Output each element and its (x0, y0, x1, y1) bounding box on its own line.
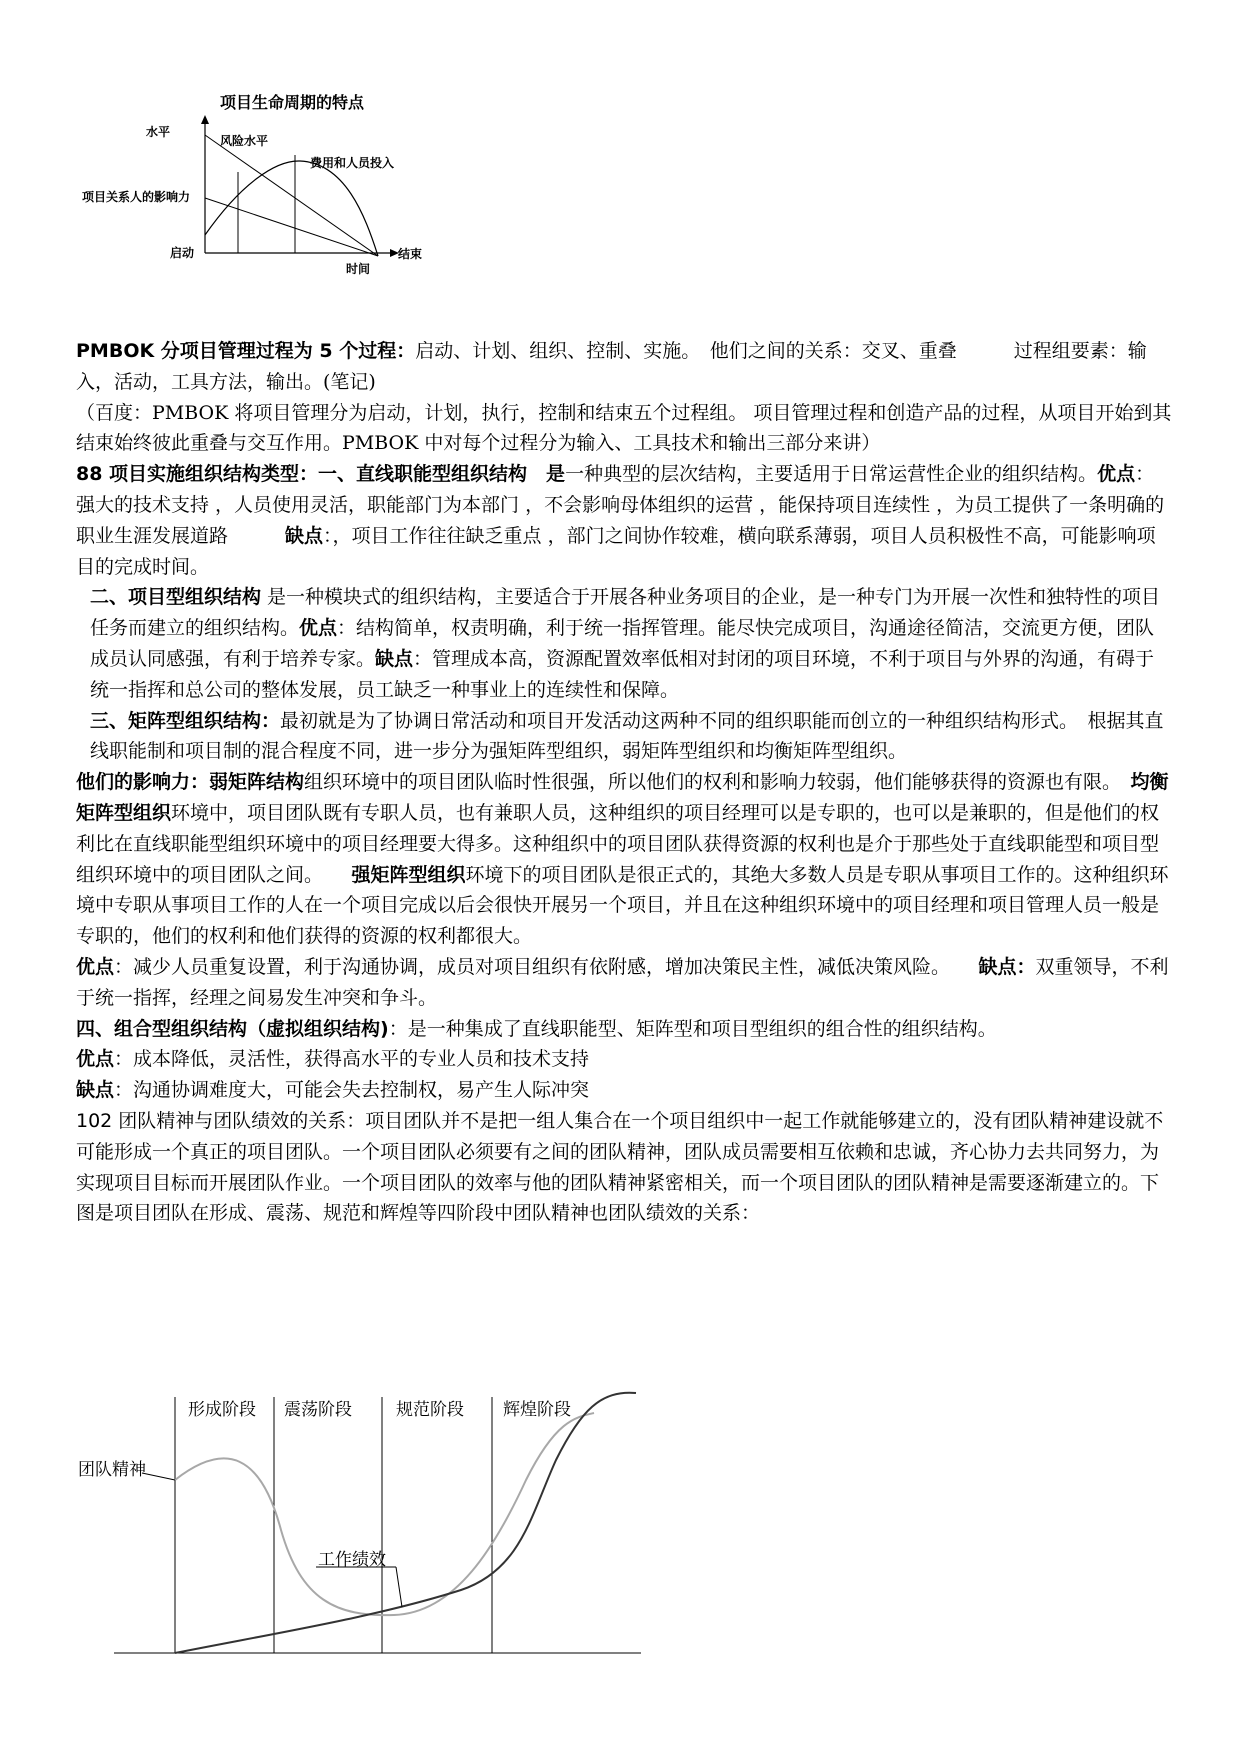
stakeholder-influence-label: 项目关系人的影响力 (82, 190, 191, 204)
heading-projectized: 二、项目型组织结构 (90, 586, 262, 609)
text-composite-pros: ：成本降低，灵活性，获得高水平的专业人员和技术支持 (114, 1048, 590, 1071)
start-label: 启动 (170, 246, 195, 260)
text-functional-cons: ：，项目工作往往缺乏重点 ，部门之间协作较难，横向联系薄弱，项目人员积极性不高，可能影响项目的完成时间。 (76, 524, 1156, 578)
document-body (76, 336, 1172, 1229)
label-cons: 缺点 (285, 524, 324, 547)
stage-label-performing: 辉煌阶段 (503, 1400, 571, 1420)
paragraph-team-spirit (76, 1106, 1172, 1229)
cost-staffing-label: 费用和人员投入 (310, 156, 395, 170)
text-projectized-cons: ：管理成本高，资源配置效率低相对封闭的项目环境，不利于项目与外界的沟通，有碍于统一指挥和总公司的整体发展，员工缺乏一种事业上的连续性和保障。 (90, 647, 1155, 701)
lifecycle-figure (80, 80, 500, 325)
text-projectized: 是一种模块式的组织结构，主要适合于开展各种业务项目的企业，是一种专门为开展一次性和独特性的项目任务而建立的组织结构。 (90, 586, 1161, 640)
paragraph-baidu (76, 398, 1172, 460)
label-pros: 优点 (76, 1048, 115, 1071)
y-axis-label: 水平 (146, 125, 171, 139)
heading-strong-matrix: 强矩阵型组织 (351, 863, 466, 886)
team-stages-figure (76, 1385, 676, 1685)
paragraph-composite-pros (76, 1044, 1172, 1075)
text-composite: ：是一种集成了直线职能型、矩阵型和项目型组织的组合性的组织结构。 (388, 1017, 997, 1040)
paragraph-matrix-pros-cons (76, 952, 1172, 1014)
stage-label-forming: 形成阶段 (188, 1400, 256, 1420)
paragraph-composite (76, 1014, 1172, 1045)
text-baidu: （百度：PMBOK 将项目管理分为启动，计划，执行，控制和结束五个过程组。 项目管理过程和创造产品的过程，从项目开始到其结束始终彼此重叠与交互作用。PMBOK 中对每个过程分为输入、工具技术和输出三部分来讲） (76, 401, 1172, 455)
heading-balanced-matrix: 均衡矩阵型组织 (76, 771, 1169, 824)
end-label: 结束 (398, 247, 423, 261)
label-pros: 优点 (299, 617, 338, 640)
paragraph-functional (76, 459, 1172, 582)
label-cons: 缺点 (375, 647, 414, 670)
text-matrix-cons: 双重领导，不利于统一指挥，经理之间易发生冲突和争斗。 (76, 955, 1169, 1009)
paragraph-projectized (76, 582, 1172, 705)
work-performance-label: 工作绩效 (318, 1550, 386, 1570)
heading-matrix: 三、矩阵型组织结构： (90, 709, 281, 732)
stage-label-storming: 震荡阶段 (284, 1400, 352, 1420)
lifecycle-figure-title: 项目生命周期的特点 (220, 93, 365, 112)
text-functional-pros: ：强大的技术支持 ，人员使用灵活，职能部门为本部门 ，不会影响母体组织的运营 ，能保持项目连续性 ，为员工提供了一条明确的职业生涯发展道路 (76, 463, 1165, 547)
team-spirit-pointer (142, 1473, 175, 1480)
work-performance-pointer (396, 1567, 402, 1607)
risk-level-label: 风险水平 (220, 134, 269, 148)
x-axis-label: 时间 (346, 262, 371, 276)
heading-functional: 88 项目实施组织结构类型：一、直线职能型组织结构 是 (76, 463, 566, 486)
text-functional: 一种典型的层次结构，主要适用于日常运营性企业的组织结构。 (565, 463, 1098, 486)
cost-staffing-curve (205, 161, 378, 256)
stage-label-norming: 规范阶段 (396, 1400, 464, 1420)
team-spirit-label: 团队精神 (78, 1460, 146, 1480)
label-cons: 缺点 (76, 1079, 115, 1102)
text-matrix: 最初就是为了协调日常活动和项目开发活动这两种不同的组织职能而创立的一种组织结构形式。 根据其直线职能制和项目制的混合程度不同，进一步分为强矩阵型组织，弱矩阵型组织和均衡矩阵型组织。 (90, 709, 1164, 763)
heading-weak-matrix: 他们的影响力：弱矩阵结构 (76, 771, 305, 794)
text-balanced-matrix: 环境中，项目团队既有专职人员，也有兼职人员，这种组织的项目经理可以是专职的，也可以是兼职的，但是他们的权利比在直线职能型组织环境中的项目经理要大得多。这种组织中的项目团队获得资源的权利也是介于那些处于直线职能型和项目型组织环境中的项目团队之间。 (76, 801, 1160, 886)
heading-composite: 四、组合型组织结构（虚拟组织结构) (76, 1017, 389, 1040)
label-pros: 优点 (1097, 463, 1136, 486)
text-projectized-pros: ：结构简单，权责明确，利于统一指挥管理。能尽快完成项目，沟通途径简洁，交流更方便，团队成员认同感强，有利于培养专家。 (90, 617, 1155, 670)
team-spirit-curve (175, 1413, 594, 1615)
text-pmbok: 启动、计划、组织、控制、实施。 他们之间的关系：交叉、重叠 过程组要素：输入，活动，工具方法，输出。(笔记) (76, 340, 1147, 393)
label-cons: 缺点： (978, 955, 1036, 978)
paragraph-matrix-influence (76, 767, 1172, 952)
team-stages-chart (76, 1385, 676, 1685)
stakeholder-influence-line (205, 198, 378, 256)
paragraph-matrix (76, 706, 1172, 768)
heading-pmbok: PMBOK 分项目管理过程为 5 个过程： (76, 340, 416, 362)
paragraph-pmbok (76, 336, 1172, 398)
text-strong-matrix: 环境下的项目团队是很正式的，其绝大多数人员是专职从事项目工作的。这种组织环境中专职从事项目工作的人在一个项目完成以后会很快开展另一个项目，并且在这种组织环境中的项目经理和项目管理人员一般是专职的，他们的权利和他们获得的资源的权利都很大。 (76, 863, 1169, 948)
paragraph-composite-cons (76, 1075, 1172, 1106)
text-composite-cons: ：沟通协调难度大，可能会失去控制权，易产生人际冲突 (114, 1079, 590, 1102)
text-weak-matrix: 组织环境中的项目团队临时性很强，所以他们的权利和影响力较弱，他们能够获得的资源也有限。 (304, 771, 1131, 794)
y-axis-arrow (201, 115, 209, 124)
label-pros: 优点 (76, 955, 115, 978)
text-team-spirit: 102 团队精神与团队绩效的关系：项目团队并不是把一组人集合在一个项目组织中一起工作就能够建立的，没有团队精神建设就不可能形成一个真正的项目团队。一个项目团队必须要有之间的团队精神，团队成员需要相互依赖和忠诚，齐心协力去共同努力，为实现项目目标而开展团队作业。一个项目团队的效率与他的团队精神紧密相关，而一个项目团队的团队精神是需要逐渐建立的。下图是项目团队在形成、震荡、规范和辉煌等四阶段中团队精神也团队绩效的关系： (76, 1109, 1164, 1225)
text-matrix-pros: ：减少人员重复设置，利于沟通协调，成员对项目组织有依附感，增加决策民主性，减低决策风险。 (114, 955, 979, 978)
